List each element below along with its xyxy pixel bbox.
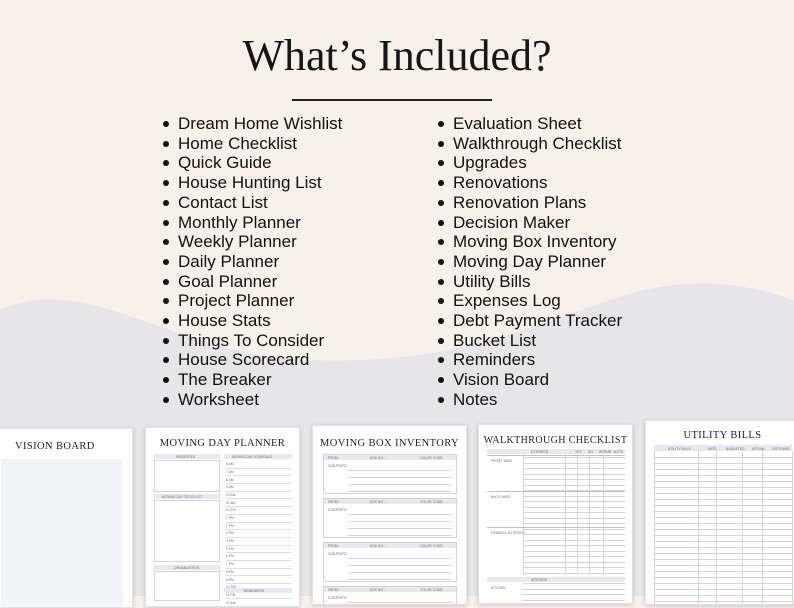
included-item: Evaluation Sheet	[438, 114, 622, 134]
schedule-time-label: 7 AM	[226, 469, 234, 474]
schedule-row	[226, 461, 292, 469]
walkthrough-header-row: EXTERIOR YES NO REPAIR NOTE	[487, 449, 625, 454]
walkthrough-section-3: GENERAL EXTERIOR	[491, 531, 525, 535]
included-item: House Hunting List	[163, 173, 342, 193]
included-item: Renovations	[438, 173, 622, 193]
included-item: Upgrades	[438, 153, 622, 173]
box-card-label: BOX NO.:	[370, 544, 385, 548]
included-item: Project Planner	[163, 291, 342, 311]
walkthrough-section-kitchen: KITCHEN	[491, 586, 506, 590]
schedule-time-label: 7 PM	[226, 562, 234, 567]
box-card-label: BOX NO.:	[370, 456, 385, 460]
included-item: Expenses Log	[438, 291, 622, 311]
included-item: Things To Consider	[163, 331, 342, 351]
schedule-time-label: 6 PM	[226, 554, 234, 559]
schedule-row	[226, 569, 292, 577]
box-card	[323, 454, 457, 494]
included-item: House Scorecard	[163, 350, 342, 370]
included-item: Moving Box Inventory	[438, 232, 622, 252]
priorities-header: PRIORITIES	[154, 454, 220, 459]
schedule-row	[226, 515, 292, 523]
schedule-row	[226, 599, 292, 607]
vision-board-area	[1, 459, 123, 608]
schedule-row	[226, 530, 292, 538]
schedule-time-label: 1 PM	[226, 516, 234, 520]
schedule-row	[226, 499, 292, 507]
box-card-label: BOX NO.:	[370, 500, 385, 504]
box-card-label: COLOR CODE:	[420, 544, 444, 548]
included-item: House Stats	[163, 311, 342, 331]
schedule-time-label: 11 AM	[226, 500, 236, 505]
included-item: Contact List	[163, 193, 342, 213]
schedule-row	[226, 538, 292, 546]
schedule-time-label: 12 PM	[226, 508, 236, 513]
schedule-time-label: 8 PM	[226, 569, 234, 574]
included-item: Worksheet	[163, 390, 342, 410]
organization-box	[154, 571, 220, 601]
schedule-time-label: 12 AM	[226, 600, 236, 605]
included-item: Goal Planner	[163, 272, 342, 292]
schedule-header: MOVING DAY SCHEDULE	[224, 454, 292, 459]
included-item: Renovation Plans	[438, 193, 622, 213]
todo-header: MOVING DAY TO DO LIST	[154, 494, 220, 499]
schedule-time-label: 11 PM	[226, 592, 236, 597]
preview-walkthrough-checklist	[478, 424, 633, 604]
included-item: Daily Planner	[163, 252, 342, 272]
schedule-row	[226, 523, 292, 531]
schedule-time-label: 5 PM	[226, 546, 234, 551]
included-item: Dream Home Wishlist	[163, 114, 342, 134]
schedule-time-label: 8 AM	[226, 477, 234, 482]
walkthrough-title: WALKTHROUGH CHECKLIST	[483, 435, 628, 446]
page-title: What’s Included?	[242, 31, 552, 80]
included-item: Bucket List	[438, 331, 622, 351]
title-underline	[292, 99, 492, 101]
included-item: Notes	[438, 390, 622, 410]
box-card-label: COLOR CODE:	[420, 500, 444, 504]
schedule-time-label: 4 PM	[226, 539, 234, 544]
preview-moving-day-planner	[145, 427, 300, 607]
box-card-label: FROM:	[328, 588, 339, 592]
box-card-label: COLOR CODE:	[420, 588, 444, 592]
schedule-row	[226, 476, 292, 484]
schedule-row	[226, 561, 292, 569]
box-card-contents-label: CONTENTS:	[328, 464, 348, 468]
schedule-row	[226, 546, 292, 554]
preview-moving-box-inventory	[312, 425, 467, 605]
moving-box-title: MOVING BOX INVENTORY	[319, 438, 460, 449]
schedule-row	[226, 576, 292, 584]
schedule-time-label: 9 PM	[226, 577, 234, 582]
included-item: Walkthrough Checklist	[438, 134, 622, 154]
schedule-time-label: 6 AM	[226, 462, 234, 467]
schedule-row	[226, 484, 292, 492]
schedule-row	[226, 469, 292, 477]
schedule-times	[226, 461, 292, 607]
schedule-time-label: 2 PM	[226, 523, 234, 528]
todo-box	[154, 500, 220, 562]
box-card-label: FROM:	[328, 500, 339, 504]
included-item: The Breaker	[163, 370, 342, 390]
box-card-contents-label: CONTENTS:	[328, 596, 348, 600]
included-item: Vision Board	[438, 370, 622, 390]
walkthrough-interior-header: INTERIOR	[487, 577, 625, 582]
box-card-label: FROM:	[328, 544, 339, 548]
included-item: Weekly Planner	[163, 232, 342, 252]
preview-utility-bills	[645, 420, 794, 605]
box-card	[323, 498, 457, 538]
included-item: Debt Payment Tracker	[438, 311, 622, 331]
box-card-label: BOX NO.:	[370, 588, 385, 592]
schedule-row	[226, 553, 292, 561]
included-item: Quick Guide	[163, 153, 342, 173]
vision-board-title: VISION BOARD	[15, 441, 95, 452]
box-card-label: FROM:	[328, 456, 339, 460]
schedule-row	[226, 492, 292, 500]
included-item: Decision Maker	[438, 213, 622, 233]
schedule-time-label: 3 PM	[226, 531, 234, 536]
box-card-label: COLOR CODE:	[420, 456, 444, 460]
organization-header: ORGANIZATION	[154, 565, 220, 570]
preview-vision-board	[0, 428, 133, 608]
utility-header-row: UTILITY BILLS DATE BUDGETED ACTUAL LEFTOVER	[654, 445, 792, 451]
included-item: Utility Bills	[438, 272, 622, 292]
box-card-contents-label: CONTENTS:	[328, 508, 348, 512]
box-card-contents-label: CONTENTS:	[328, 552, 348, 556]
schedule-row	[226, 507, 292, 515]
included-item: Monthly Planner	[163, 213, 342, 233]
included-list-left	[163, 114, 342, 410]
utility-title: UTILITY BILLS	[683, 430, 762, 441]
walkthrough-section-1: FRONT YARD	[491, 459, 513, 463]
moving-day-title: MOVING DAY PLANNER	[159, 438, 286, 449]
schedule-time-label: 9 AM	[226, 485, 234, 490]
included-item: Reminders	[438, 350, 622, 370]
included-list-right	[438, 114, 622, 410]
walkthrough-section-2: BACK YARD	[491, 495, 511, 499]
box-card	[323, 542, 457, 582]
schedule-time-label: 10 AM	[226, 492, 236, 497]
included-item: Moving Day Planner	[438, 252, 622, 272]
included-item: Home Checklist	[163, 134, 342, 154]
reminders-header: REMINDERS	[224, 588, 292, 593]
priorities-box	[154, 460, 220, 492]
